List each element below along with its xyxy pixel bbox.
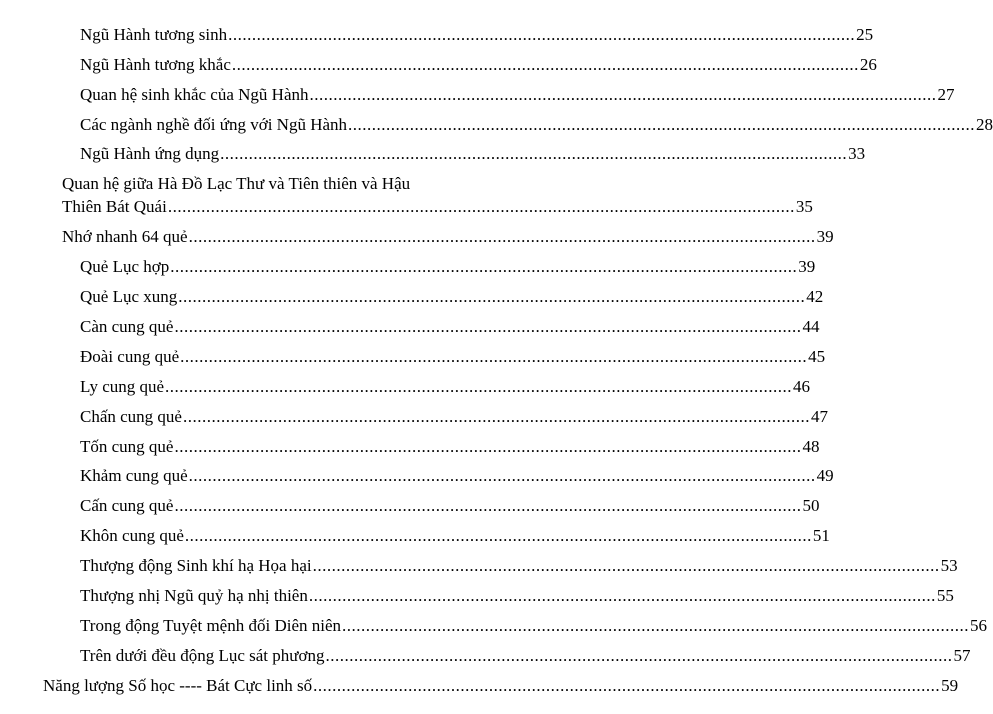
dot-leader: .................................................................................................................................... — [228, 25, 856, 44]
toc-entry-title: Các ngành nghề đối ứng với Ngũ Hành — [80, 115, 348, 134]
dot-leader: .................................................................................................................................... — [188, 466, 816, 485]
toc-entry — [80, 645, 971, 667]
toc-entry-page: 56 — [970, 616, 988, 635]
dot-leader: .................................................................................................................................... — [188, 227, 816, 246]
toc-entry-page: 39 — [816, 227, 834, 246]
toc-entry-page: 42 — [806, 287, 824, 306]
toc-entry-title: Ngũ Hành ứng dụng — [80, 144, 220, 163]
dot-leader: .................................................................................................................................... — [308, 586, 936, 605]
toc-entry — [80, 436, 820, 458]
toc-entry — [62, 196, 813, 218]
toc-entry-page: 39 — [798, 257, 816, 276]
toc-entry-title: Khôn cung quẻ — [80, 526, 184, 545]
toc-entry-title: Nhớ nhanh 64 quẻ — [62, 227, 188, 246]
toc-entry-page: 26 — [859, 55, 877, 74]
toc-entry — [80, 114, 993, 136]
toc-entry-page: 44 — [802, 317, 820, 336]
dot-leader: .................................................................................................................................... — [313, 676, 941, 695]
dot-leader: .................................................................................................................................... — [220, 144, 848, 163]
toc-entry — [80, 376, 811, 398]
toc-entry-title: Quẻ Lục xung — [80, 287, 178, 306]
toc-entry — [80, 286, 824, 308]
toc-entry-title: Thượng động Sinh khí hạ Họa hại — [80, 556, 312, 575]
toc-entry-title: Ngũ Hành tương khắc — [80, 55, 231, 74]
dot-leader: .................................................................................................................................... — [309, 85, 937, 104]
toc-entry — [80, 406, 828, 428]
toc-entry-title: Chấn cung quẻ — [80, 407, 182, 426]
dot-leader: .................................................................................................................................... — [231, 55, 859, 74]
toc-entry-page: 57 — [953, 646, 971, 665]
toc-entry-page: 45 — [808, 347, 826, 366]
toc-entry — [80, 525, 830, 547]
toc-entry-title: Thiên Bát Quái — [62, 197, 167, 216]
dot-leader: .................................................................................................................................... — [342, 616, 970, 635]
toc-entry-page: 59 — [941, 676, 959, 695]
toc-entry — [43, 675, 959, 697]
dot-leader: .................................................................................................................................... — [180, 347, 808, 366]
dot-leader: .................................................................................................................................... — [167, 197, 795, 216]
dot-leader: .................................................................................................................................... — [312, 556, 940, 575]
toc-entry — [80, 54, 877, 76]
toc-entry — [80, 555, 958, 577]
dot-leader: .................................................................................................................................... — [174, 496, 802, 515]
dot-leader: .................................................................................................................................... — [174, 437, 802, 456]
toc-entry-title-line1: Quan hệ giữa Hà Đồ Lạc Thư và Tiên thiên và Hậu — [62, 174, 411, 193]
toc-entry-title: Ngũ Hành tương sinh — [80, 25, 228, 44]
toc-entry-page: 28 — [976, 115, 993, 134]
toc-entry-title: Càn cung quẻ — [80, 317, 174, 336]
toc-entry-page: 33 — [848, 144, 866, 163]
toc-entry-page: 46 — [793, 377, 811, 396]
dot-leader: .................................................................................................................................... — [348, 115, 976, 134]
toc-entry-page: 47 — [810, 407, 828, 426]
toc-entry — [62, 226, 834, 248]
toc-entry-page: 50 — [802, 496, 820, 515]
toc-entry-page: 51 — [812, 526, 830, 545]
dot-leader: .................................................................................................................................... — [178, 287, 806, 306]
dot-leader: .................................................................................................................................... — [325, 646, 953, 665]
toc-entry — [80, 585, 954, 607]
dot-leader: .................................................................................................................................... — [182, 407, 810, 426]
toc-entry-page: 48 — [802, 437, 820, 456]
toc-entry-title: Cấn cung quẻ — [80, 496, 174, 515]
toc-entry — [80, 24, 874, 46]
toc-entry — [80, 316, 820, 338]
dot-leader: .................................................................................................................................... — [184, 526, 812, 545]
toc-entry-page: 35 — [795, 197, 813, 216]
toc-entry — [80, 346, 826, 368]
toc-entry — [80, 465, 834, 487]
toc-entry-title: Quẻ Lục hợp — [80, 257, 170, 276]
toc-entry-title: Khảm cung quẻ — [80, 466, 188, 485]
dot-leader: .................................................................................................................................... — [165, 377, 793, 396]
toc-entry-title: Tốn cung quẻ — [80, 437, 174, 456]
dot-leader: .................................................................................................................................... — [174, 317, 802, 336]
toc-entry-page: 27 — [937, 85, 955, 104]
toc-entry-page: 25 — [856, 25, 874, 44]
toc-entry-title: Quan hệ sinh khắc của Ngũ Hành — [80, 85, 309, 104]
dot-leader: .................................................................................................................................... — [170, 257, 798, 276]
toc-entry-title: Trên dưới đều động Lục sát phương — [80, 646, 325, 665]
toc-entry-title: Đoài cung quẻ — [80, 347, 180, 366]
toc-entry — [80, 256, 816, 278]
toc-entry-page: 49 — [816, 466, 834, 485]
toc-entry — [80, 84, 955, 106]
toc-entry-title: Ly cung quẻ — [80, 377, 165, 396]
toc-entry-page: 55 — [936, 586, 954, 605]
toc-entry-page: 53 — [940, 556, 958, 575]
toc-entry-title: Trong động Tuyệt mệnh đối Diên niên — [80, 616, 342, 635]
toc-entry — [80, 495, 820, 517]
toc-entry — [80, 143, 866, 165]
toc-entry — [80, 615, 988, 637]
toc-entry-title: Thượng nhị Ngũ quỷ hạ nhị thiên — [80, 586, 308, 605]
toc-entry-title: Năng lượng Số học ---- Bát Cực linh số — [43, 676, 313, 695]
